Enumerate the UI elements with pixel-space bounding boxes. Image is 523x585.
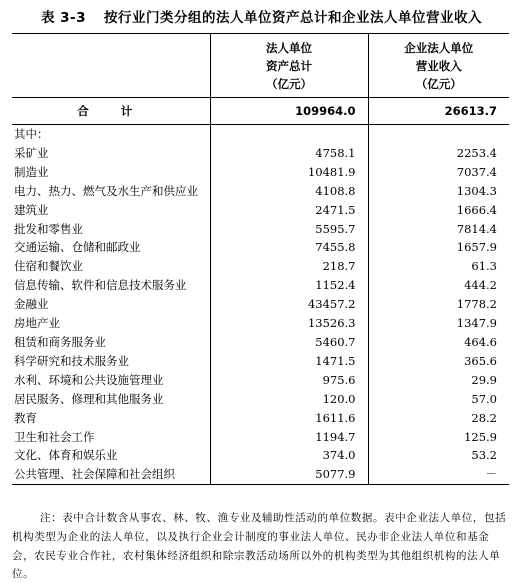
table-row xyxy=(12,163,509,182)
row-revenue: 7037.4 xyxy=(368,163,509,182)
row-assets: 218.7 xyxy=(210,257,368,276)
row-assets: 5460.7 xyxy=(210,333,368,352)
header-empty-cell xyxy=(12,34,210,98)
table-row xyxy=(12,371,509,390)
total-row xyxy=(12,98,509,125)
table-row xyxy=(12,446,509,465)
row-assets: 1152.4 xyxy=(210,276,368,295)
row-assets: 4108.8 xyxy=(210,182,368,201)
table-row xyxy=(12,182,509,201)
total-assets: 109964.0 xyxy=(210,98,368,125)
row-label: 科学研究和技术服务业 xyxy=(14,353,129,368)
row-assets: 1471.5 xyxy=(210,352,368,371)
row-revenue: 1778.2 xyxy=(368,295,509,314)
row-assets: 120.0 xyxy=(210,390,368,409)
row-label: 卫生和社会工作 xyxy=(14,429,95,444)
row-assets: 10481.9 xyxy=(210,163,368,182)
row-label: 信息传输、软件和信息技术服务业 xyxy=(14,278,187,293)
table-row xyxy=(12,295,509,314)
row-revenue: 2253.4 xyxy=(368,144,509,163)
row-label: 房地产业 xyxy=(14,316,60,331)
row-label: 电力、热力、燃气及水生产和供应业 xyxy=(14,184,198,199)
row-revenue: 1347.9 xyxy=(368,314,509,333)
table-title xyxy=(0,6,523,26)
row-revenue: 464.6 xyxy=(368,333,509,352)
row-revenue: 28.2 xyxy=(368,409,509,428)
header-revenue-line2: 营业收入 xyxy=(415,58,462,73)
header-revenue xyxy=(368,34,509,98)
row-label: 住宿和餐饮业 xyxy=(14,259,83,274)
row-revenue: 29.9 xyxy=(368,371,509,390)
row-revenue: 1657.9 xyxy=(368,238,509,257)
row-label: 制造业 xyxy=(14,164,49,179)
header-row xyxy=(12,34,509,98)
table-row xyxy=(12,409,509,428)
row-label: 建筑业 xyxy=(14,202,49,217)
row-label: 文化、体育和娱乐业 xyxy=(14,448,118,463)
row-label: 金融业 xyxy=(14,297,49,312)
row-assets: 5595.7 xyxy=(210,220,368,239)
data-table xyxy=(12,33,509,485)
row-revenue: 1666.4 xyxy=(368,201,509,220)
row-label: 交通运输、仓储和邮政业 xyxy=(14,240,141,255)
table-row xyxy=(12,314,509,333)
header-revenue-unit: （亿元） xyxy=(415,76,462,91)
header-assets-unit: （亿元） xyxy=(266,76,312,91)
total-revenue: 26613.7 xyxy=(368,98,509,125)
row-assets: 7455.8 xyxy=(210,238,368,257)
row-label: 水利、环境和公共设施管理业 xyxy=(14,372,164,387)
table-row xyxy=(12,257,509,276)
subheading-empty-assets xyxy=(210,125,368,144)
row-revenue: 57.0 xyxy=(368,390,509,409)
row-label: 居民服务、修理和其他服务业 xyxy=(14,391,164,406)
row-assets: 13526.3 xyxy=(210,314,368,333)
table-row xyxy=(12,333,509,352)
header-assets-line2: 资产总计 xyxy=(266,58,312,73)
row-revenue: 53.2 xyxy=(368,446,509,465)
table-number: 表 3-3 xyxy=(40,10,87,26)
table-row xyxy=(12,144,509,163)
footnote: 注：表中合计数含从事农、林、牧、渔专业及辅助性活动的单位数据。表中企业法人单位，包括机构类型为企业的法人单位，以及执行企业会计制度的事业法人单位、民办非企业法人单位和基金会，农民专业合作社，农村集体经济组织和除宗教活动场所以外的机构类型为其他组织机构的法人单位。 xyxy=(12,512,507,581)
row-label: 公共管理、社会保障和社会组织 xyxy=(12,465,210,484)
row-label: 采矿业 xyxy=(14,145,49,160)
table-row xyxy=(12,390,509,409)
row-revenue: 125.9 xyxy=(368,428,509,447)
table-row xyxy=(12,238,509,257)
header-revenue-line1: 企业法人单位 xyxy=(404,40,474,55)
row-assets: 975.6 xyxy=(210,371,368,390)
row-label: 批发和零售业 xyxy=(14,221,83,236)
row-assets: 5077.9 xyxy=(210,465,368,484)
row-assets: 1611.6 xyxy=(210,409,368,428)
subheading-empty-revenue xyxy=(368,125,509,144)
subheading: 其中： xyxy=(14,127,49,141)
table-row xyxy=(12,465,509,484)
row-assets: 4758.1 xyxy=(210,144,368,163)
table-row xyxy=(12,276,509,295)
row-assets: 43457.2 xyxy=(210,295,368,314)
table-title-text: 按行业门类分组的法人单位资产总计和企业法人单位营业收入 xyxy=(104,10,483,26)
header-assets-line1: 法人单位 xyxy=(266,40,312,55)
row-revenue: 61.3 xyxy=(368,257,509,276)
row-revenue: 365.6 xyxy=(368,352,509,371)
table-row xyxy=(12,352,509,371)
table-row xyxy=(12,220,509,239)
row-label: 租赁和商务服务业 xyxy=(14,334,106,349)
row-assets: 1194.7 xyxy=(210,428,368,447)
header-assets xyxy=(210,34,368,98)
row-assets: 2471.5 xyxy=(210,201,368,220)
table-row xyxy=(12,428,509,447)
row-revenue: 7814.4 xyxy=(368,220,509,239)
row-label: 教育 xyxy=(14,410,37,425)
row-revenue: 444.2 xyxy=(368,276,509,295)
row-revenue: － xyxy=(368,465,509,484)
row-revenue: 1304.3 xyxy=(368,182,509,201)
total-label: 合 计 xyxy=(12,98,210,125)
row-assets: 374.0 xyxy=(210,446,368,465)
table-row xyxy=(12,201,509,220)
subheading-row xyxy=(12,125,509,144)
